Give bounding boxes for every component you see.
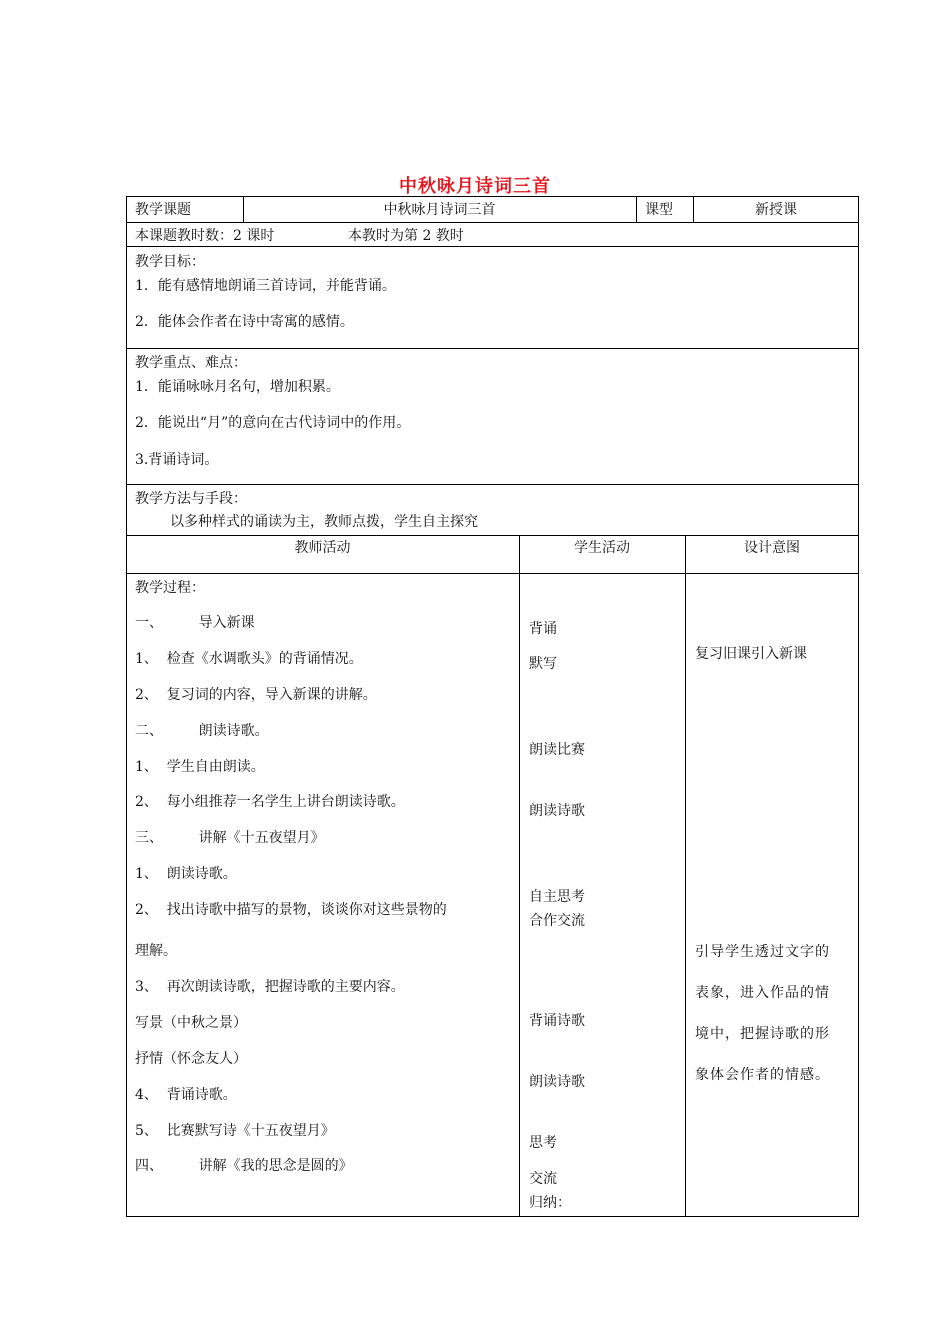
teacher-activity: 4、 背诵诗歌。 (135, 1087, 237, 1103)
topic-value: 中秋咏月诗词三首 (383, 202, 496, 218)
teacher-activity: 一、 导入新课 (135, 615, 255, 631)
row-divider (126, 222, 859, 223)
objective-item: 1．能有感情地朗诵三首诗词，并能背诵。 (135, 278, 396, 294)
key-point-item: 1．能诵咏咏月名句，增加积累。 (135, 379, 340, 395)
current-hour: 本教时为第 2 教时 (348, 228, 464, 244)
design-intent-line: 复习旧课引入新课 (695, 646, 807, 662)
key-points-heading: 教学重点、难点： (135, 355, 247, 371)
student-activity: 自主思考 (529, 889, 585, 905)
design-intent-line: 表象，进入作品的情 (695, 985, 830, 1001)
design-intent-line: 引导学生透过文字的 (695, 944, 830, 960)
teacher-activity: 3、 再次朗读诗歌，把握诗歌的主要内容。 (135, 979, 405, 995)
student-activity: 背诵 (529, 621, 557, 637)
teacher-activity: 抒情（怀念友人） (135, 1051, 247, 1067)
key-point-item: 2．能说出“月”的意向在古代诗词中的作用。 (135, 415, 411, 431)
teacher-column-header: 教师活动 (294, 540, 351, 556)
column-divider (636, 196, 637, 222)
document-title: 中秋咏月诗词三首 (399, 176, 551, 197)
teacher-activity: 2、 每小组推荐一名学生上讲台朗读诗歌。 (135, 794, 405, 810)
row-divider (126, 484, 859, 485)
objective-item: 2．能体会作者在诗中寄寓的感情。 (135, 314, 354, 330)
topic-label: 教学课题 (135, 202, 191, 218)
student-activity: 归纳： (529, 1195, 571, 1211)
student-column-header: 学生活动 (574, 540, 630, 556)
design-intent-line: 境中，把握诗歌的形 (695, 1026, 830, 1042)
key-point-item: 3.背诵诗词。 (135, 452, 219, 468)
column-divider (685, 535, 686, 1217)
teacher-activity: 1、 朗读诗歌。 (135, 866, 237, 882)
student-activity: 朗读诗歌 (529, 1074, 585, 1090)
methods-text: 以多种样式的诵读为主，教师点拨，学生自主探究 (170, 514, 478, 530)
row-divider (126, 348, 859, 349)
row-divider (126, 246, 859, 247)
column-divider (519, 535, 520, 1217)
teacher-activity: 2、 复习词的内容，导入新课的讲解。 (135, 687, 377, 703)
design-column-header: 设计意图 (744, 540, 800, 556)
teacher-activity: 三、 讲解《十五夜望月》 (135, 830, 325, 846)
student-activity: 朗读诗歌 (529, 803, 585, 819)
objectives-heading: 教学目标： (135, 254, 205, 270)
methods-heading: 教学方法与手段： (135, 491, 247, 507)
student-activity: 背诵诗歌 (529, 1013, 585, 1029)
teacher-activity: 二、 朗读诗歌。 (135, 723, 269, 739)
design-intent-line: 象体会作者的情感。 (695, 1067, 830, 1083)
teacher-activity: 2、 找出诗歌中描写的景物，谈谈你对这些景物的 (135, 902, 447, 918)
row-divider (126, 573, 859, 574)
teacher-activity: 1、 学生自由朗读。 (135, 759, 265, 775)
teacher-activity: 写景（中秋之景） (135, 1015, 247, 1031)
teacher-activity: 5、 比赛默写诗《十五夜望月》 (135, 1123, 335, 1139)
student-activity: 朗读比赛 (529, 742, 585, 758)
type-value: 新授课 (755, 202, 797, 218)
student-activity: 默写 (529, 656, 557, 672)
teacher-activity: 四、 讲解《我的思念是圆的》 (135, 1158, 353, 1174)
row-divider (126, 535, 859, 536)
teacher-activity: 1、 检查《水调歌头》的背诵情况。 (135, 651, 363, 667)
teacher-activity: 教学过程： (135, 580, 205, 596)
student-activity: 思考 (529, 1135, 557, 1151)
student-activity: 合作交流 (529, 913, 585, 929)
total-hours: 本课题教时数：2 课时 (135, 228, 275, 244)
teacher-activity: 理解。 (135, 943, 177, 959)
student-activity: 交流 (529, 1171, 557, 1187)
type-label: 课型 (645, 202, 673, 218)
